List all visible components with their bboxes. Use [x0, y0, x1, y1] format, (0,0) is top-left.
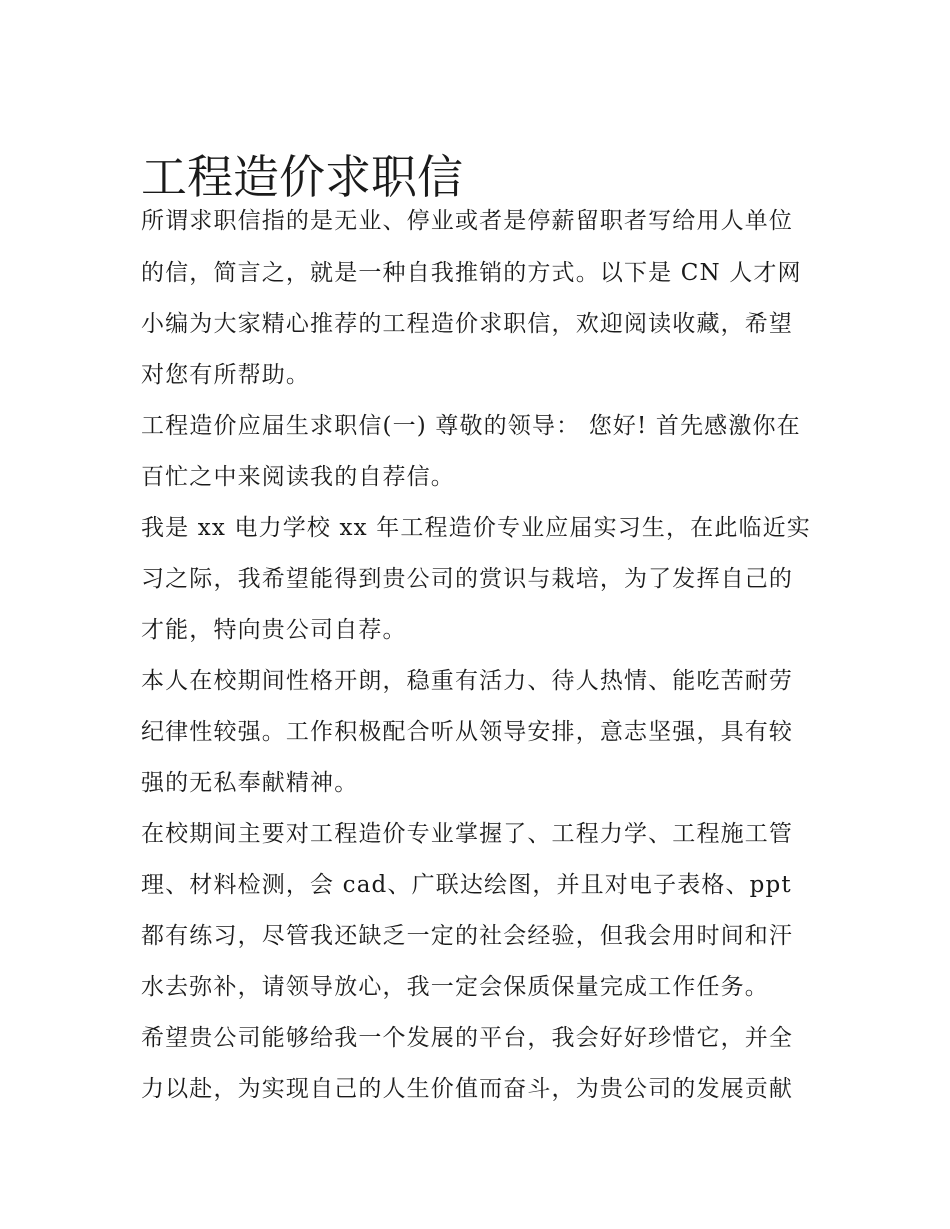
body-line: 在校期间主要对工程造价专业掌握了、工程力学、工程施工管: [141, 821, 794, 847]
body-line: 百忙之中来阅读我的自荐信。: [141, 464, 455, 490]
body-line: 水去弥补，请领导放心，我一定会保质保量完成工作任务。: [141, 974, 769, 1000]
body-line: 希望贵公司能够给我一个发展的平台，我会好好珍惜它，并全: [141, 1025, 794, 1051]
body-line: 工程造价应届生求职信(一) 尊敬的领导： 您好! 首先感激你在: [141, 413, 801, 439]
body-line: 习之际，我希望能得到贵公司的赏识与栽培，为了发挥自己的: [141, 566, 794, 592]
body-line: 力以赴，为实现自己的人生价值而奋斗，为贵公司的发展贡献: [141, 1076, 794, 1102]
body-line: 的信，简言之，就是一种自我推销的方式。以下是 CN 人才网: [141, 260, 802, 286]
body-line: 对您有所帮助。: [141, 362, 311, 388]
document-title: 工程造价求职信: [141, 149, 463, 204]
body-line: 强的无私奉献精神。: [141, 770, 359, 796]
body-line: 所谓求职信指的是无业、停业或者是停薪留职者写给用人单位: [141, 208, 794, 234]
body-line: 理、材料检测，会 cad、广联达绘图，并且对电子表格、ppt: [141, 872, 792, 898]
body-line: 本人在校期间性格开朗，稳重有活力、待人热情、能吃苦耐劳: [141, 668, 794, 694]
body-line: 才能，特向贵公司自荐。: [141, 617, 407, 643]
body-line: 纪律性较强。工作积极配合听从领导安排，意志坚强，具有较: [141, 719, 794, 745]
body-line: 小编为大家精心推荐的工程造价求职信，欢迎阅读收藏，希望: [141, 311, 794, 337]
body-line: 我是 xx 电力学校 xx 年工程造价专业应届实习生，在此临近实: [141, 515, 811, 541]
body-line: 都有练习，尽管我还缺乏一定的社会经验，但我会用时间和汗: [141, 923, 794, 949]
